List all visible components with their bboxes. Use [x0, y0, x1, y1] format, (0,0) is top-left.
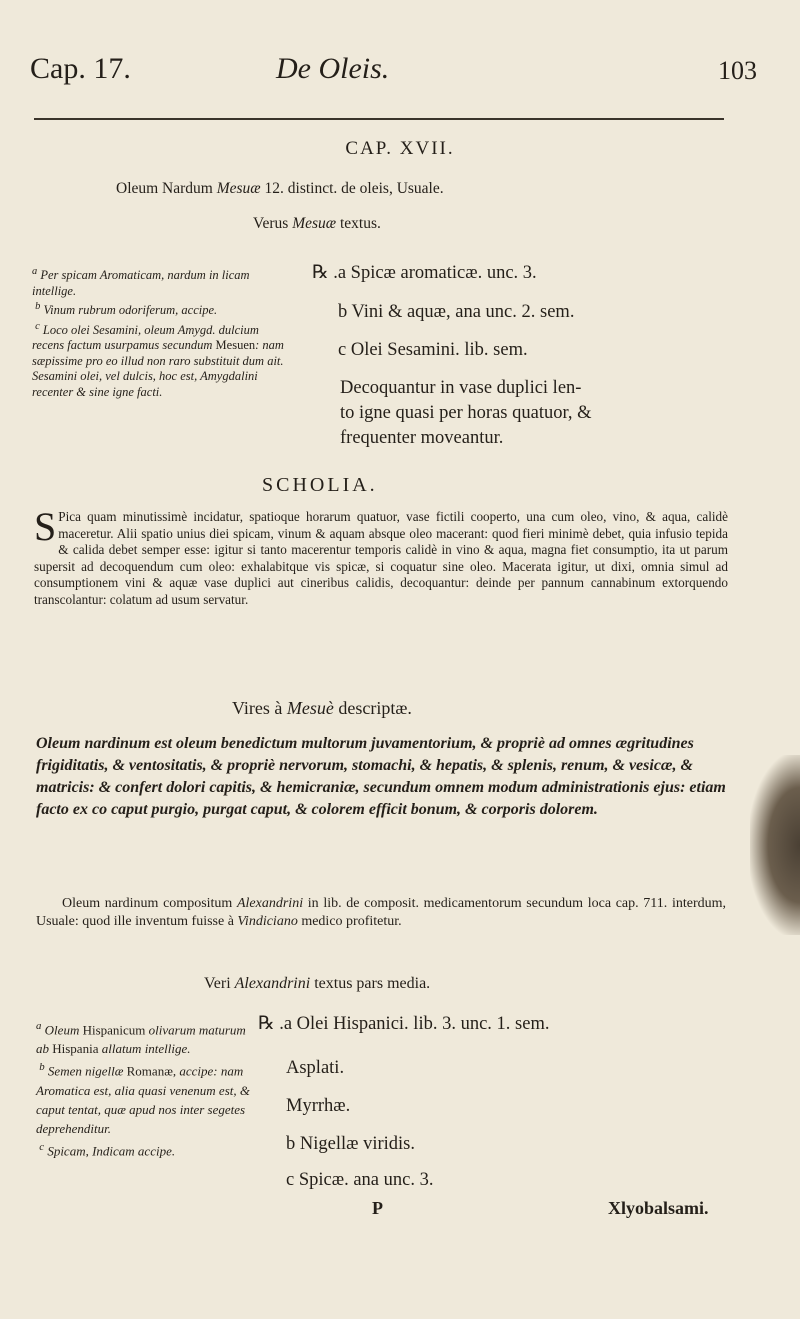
catchword: Xlyobalsami.: [608, 1198, 709, 1218]
recipe1-line-5: to igne quasi per horas quatuor, &: [340, 403, 592, 423]
recipe1-line-3: c Olei Sesamini. lib. sem.: [338, 340, 528, 360]
recipe1-line-2: b Vini & aquæ, ana unc. 2. sem.: [338, 302, 575, 322]
note2-b: $^b$ Semen nigellæ Romanæ, accipe: nam Aromatica est, alia quasi venenum est, & caput tentat, quæ apud nos inter segetes deprehenditur.: [36, 1061, 250, 1136]
recipe2-notes: [36, 1017, 254, 1160]
recipe1-line-1: ℞ .a Spicæ aromaticæ. unc. 3.: [312, 263, 537, 283]
running-header-title: De Oleis.: [276, 52, 390, 85]
vires-heading: Vires à Mesuè descriptæ.: [232, 698, 412, 718]
vires-paragraph: Oleum nardinum est oleum benedictum multorum juvamentorium, & propriè ad omnes ægritudines frigiditatis, & ventositatis, & propriè nervorum, stomachi, & hepatis, & splenis, renum, & vesicæ, & matricis: & confert dolori capitis, & hemicraniæ, secundum omnem modum administrationis ejus: etiam facto ex co caput purgio, purgat caput, & colorem efficit bonum, & corporis dolorem.: [36, 735, 726, 818]
header-rule: [34, 118, 724, 120]
recipe2-line-3: Myrrhæ.: [286, 1096, 351, 1116]
recipe2-line-4: b Nigellæ viridis.: [286, 1134, 415, 1154]
chapter-heading: CAP. XVII.: [345, 138, 455, 159]
intro-line-2: Verus Mesuæ textus.: [253, 215, 381, 232]
note2-a: $^a$ Oleum Hispanicum olivarum maturum ab Hispania allatum intellige.: [36, 1020, 246, 1057]
binding-shadow: [750, 755, 800, 935]
note-b: $^b$ Vinum rubrum odoriferum, accipe.: [35, 301, 218, 318]
note-a: $^a$ Per spicam Aromaticam, nardum in licam intellige.: [32, 266, 250, 298]
page-number: 103: [718, 56, 757, 85]
recipe1-notes: [32, 264, 294, 400]
recipe2-line-2: Asplati.: [286, 1058, 345, 1078]
veri-heading: Veri Alexandrini textus pars media.: [204, 975, 431, 992]
signature-mark: P: [372, 1198, 383, 1218]
scholia-heading: SCHOLIA.: [262, 474, 378, 496]
recipe1-line-6: frequenter moveantur.: [340, 428, 504, 448]
scholia-dropcap: S: [34, 504, 57, 549]
scholia-paragraph: S Pica quam minutissimè incidatur, spatioque horarum quatuor, vase fictili cooperto, una cum oleo, vino, & aqua, calidè maceretur. Alii spatio unius diei spicam, vinum & aquam absque oleo macerant: quod fieri minimè debet, quia infusio tepida & calida debet semper esse: igitur si tanto macerentur temporis calidè in vino & aqua, magna fiet consumptio, ita ut parum supersit ad decoquendum cum oleo: exhalabitque vis spicæ, si coquatur sine oleo. Macerata igitur, ut dixi, omnia simul ad consumptionem vini & aquæ vase duplici aut cineribus calidis, decoquantur: deinde per pannum cannabinum extorquendo transcolantur: colatum ad usum servatur.: [34, 504, 728, 607]
note2-c: $^c$ Spicam, Indicam accipe.: [39, 1140, 176, 1158]
intro-line-1: Oleum Nardum Mesuæ 12. distinct. de oleis, Usuale.: [116, 180, 444, 197]
recipe2-line-1: ℞ .a Olei Hispanici. lib. 3. unc. 1. sem.: [258, 1014, 550, 1034]
running-header-chapter: Cap. 17.: [30, 52, 131, 85]
recipe2-line-5: c Spicæ. ana unc. 3.: [286, 1170, 434, 1190]
compositum-paragraph: Oleum nardinum compositum Alexandrini in lib. de composit. medicamentorum secundum loca cap. 711. interdum, Usuale: quod ille inventum fuisse à Vindiciano medico profitetur.: [36, 896, 726, 929]
recipe1-line-4: Decoquantur in vase duplici len-: [340, 378, 582, 398]
note-c: $^c$ Loco olei Sesamini, oleum Amygd. dulcium recens factum usurpamus secundum Mesuen: nam sæpissime pro eo illud non raro substituit dum ait. Sesamini olei, vel dulcis, hoc est, Amygdalini recenter & sine igne facti.: [32, 320, 284, 399]
